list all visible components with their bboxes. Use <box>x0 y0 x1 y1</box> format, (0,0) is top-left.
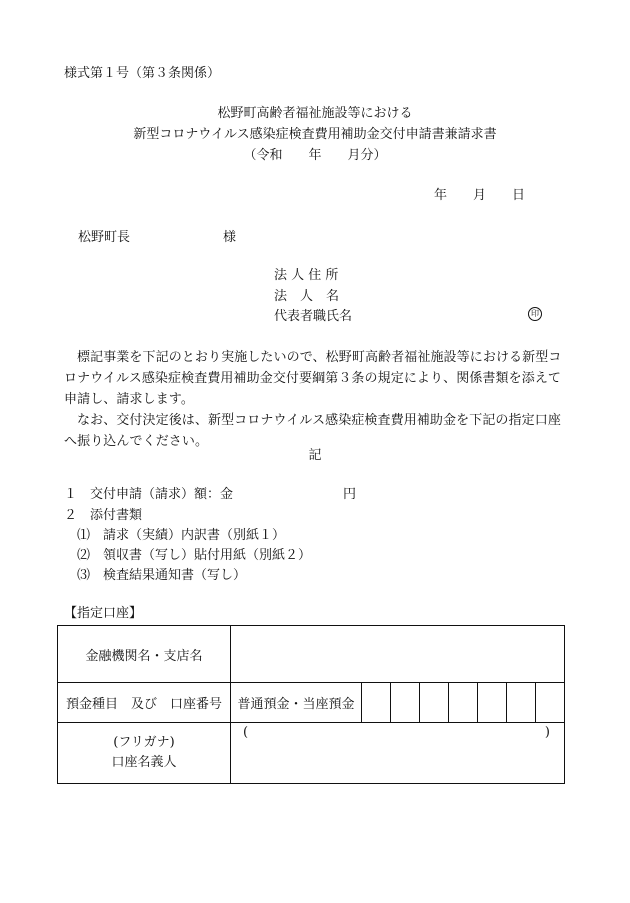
item-2-label: 添付書類 <box>90 508 143 523</box>
form-number: 様式第１号（第３条関係） <box>64 66 221 81</box>
account-digit-6[interactable] <box>507 683 536 723</box>
furigana-paren-close: ) <box>544 725 550 740</box>
bank-name-field[interactable] <box>231 626 565 683</box>
representative-label: 代表者職氏名 <box>274 309 353 324</box>
item-2-number: ２ <box>64 508 78 523</box>
attachment-2-text: 領収書（写し）貼付用紙（別紙２） <box>103 548 312 563</box>
attachment-1-number: ⑴ <box>77 528 91 543</box>
bank-row <box>58 626 565 683</box>
attachment-3-text: 検査結果通知書（写し） <box>103 568 247 583</box>
seal-mark: 印 <box>528 307 542 321</box>
title-line-1: 松野町高齢者福祉施設等における <box>217 106 413 121</box>
holder-field[interactable] <box>231 723 565 784</box>
attachment-2-number: ⑵ <box>77 548 91 563</box>
addressee-honorific: 様 <box>223 230 237 245</box>
account-heading: 【指定口座】 <box>64 606 143 621</box>
holder-label-cell <box>58 723 231 784</box>
body-paragraph-1: 標記事業を下記のとおり実施したいので、松野町高齢者福祉施設等における新型コロナウイルス感染症検査費用補助金交付要綱第３条の規定により、関係書類を添えて申請し、請求します。 <box>64 350 562 407</box>
bank-name-label: 金融機関名・支店名 <box>58 626 231 683</box>
account-digit-5[interactable] <box>478 683 507 723</box>
body-paragraph-2: なお、交付決定後は、新型コロナウイルス感染症検査費用補助金を下記の指定口座へ振り込んでください。 <box>64 413 561 449</box>
item-1-label: 交付申請（請求）額：金 <box>90 487 234 502</box>
holder-row <box>58 723 565 784</box>
item-1-unit: 円 <box>343 487 357 502</box>
furigana-paren-open: ( <box>243 725 249 740</box>
title-line-3: （令和 年 月分） <box>243 148 387 163</box>
attachment-1-text: 請求（実績）内訳書（別紙１） <box>103 528 286 543</box>
date-line: 年 月 日 <box>434 188 526 203</box>
holder-label: 口座名義人 <box>111 755 177 770</box>
ki-heading: 記 <box>308 448 322 463</box>
title-line-2: 新型コロナウイルス感染症検査費用補助金交付申請書兼請求書 <box>133 127 497 142</box>
account-digit-7[interactable] <box>536 683 565 723</box>
account-type-row <box>58 683 565 723</box>
account-digit-2[interactable] <box>391 683 420 723</box>
corporate-address-label: 法 人 住 所 <box>274 268 339 283</box>
account-table <box>57 625 565 784</box>
account-type-label: 預金種目 及び 口座番号 <box>58 683 231 723</box>
account-digit-4[interactable] <box>449 683 478 723</box>
account-type-value[interactable]: 普通預金・当座預金 <box>231 683 362 723</box>
attachment-3-number: ⑶ <box>77 568 91 583</box>
item-1-number: １ <box>64 487 78 502</box>
account-digit-1[interactable] <box>362 683 391 723</box>
account-digit-3[interactable] <box>420 683 449 723</box>
furigana-label: (フリガナ) <box>113 735 175 750</box>
corporate-name-label: 法 人 名 <box>274 289 340 304</box>
addressee-name: 松野町長 <box>78 230 131 245</box>
